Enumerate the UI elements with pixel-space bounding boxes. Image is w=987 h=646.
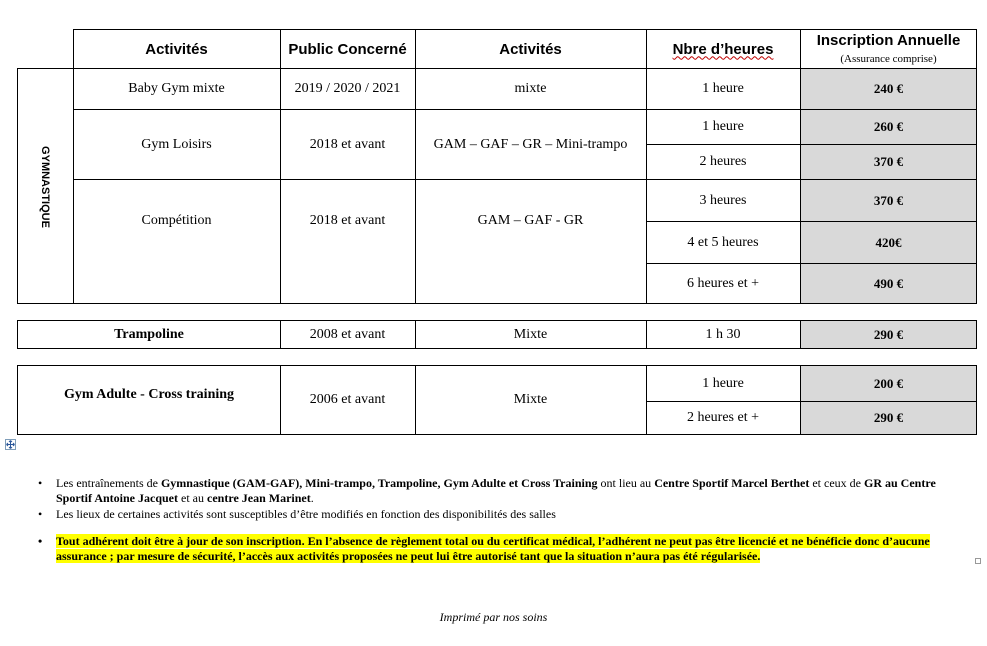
adult-price-2: 290 € xyxy=(801,402,976,434)
row-loisirs-type: GAM – GAF – GR – Mini-trampo xyxy=(433,136,628,152)
header-public: Public Concerné xyxy=(288,40,407,58)
row-babygym-activity: Baby Gym mixte xyxy=(128,81,225,96)
trampoline-hours: 1 h 30 xyxy=(705,326,741,342)
notes-list xyxy=(38,476,948,564)
trampoline-type: Mixte xyxy=(513,326,548,342)
row-competition-public: 2018 et avant xyxy=(309,213,386,228)
row-competition-hours-2: 4 et 5 heures xyxy=(687,234,759,250)
row-loisirs-activity: Gym Loisirs xyxy=(141,136,212,152)
row-competition-hours-1: 3 heures xyxy=(699,192,747,208)
row-competition-hours-3: 6 heures et + xyxy=(686,276,760,291)
adult-public: 2006 et avant xyxy=(309,392,386,407)
trampoline-public: 2008 et avant xyxy=(309,326,386,342)
row-competition-price-1: 370 € xyxy=(801,180,976,221)
header-activities: Activités xyxy=(145,40,208,58)
footer-text: Imprimé par nos soins xyxy=(439,610,548,624)
note-3: • Tout adhérent doit être à jour de son inscription. En l’absence de règlement total ou du certificat médical, l’adhérent ne peut pas être licencié et ne bénéficie donc d’aucune assurance ; par mesure de sécurité, l’accès aux activités proposées ne peut lui être autorisé tant que la situation n’aura pas été régularisée. xyxy=(38,534,930,563)
adult-activity: Gym Adulte - Cross training xyxy=(63,387,235,402)
row-loisirs-price-1: 260 € xyxy=(801,110,976,144)
row-loisirs-hours-1: 1 heure xyxy=(702,119,744,134)
row-loisirs-hours-2: 2 heures xyxy=(699,154,747,169)
adult-type: Mixte xyxy=(513,392,548,407)
row-babygym-public: 2019 / 2020 / 2021 xyxy=(294,81,401,96)
note-1: • Les entraînements de Gymnastique (GAM-GAF), Mini-trampo, Trampoline, Gym Adulte et Cross Training ont lieu au Centre Sportif Marcel Berthet et ceux de GR au Centre Sportif Antoine Jacquet et au centre Jean Marinet. xyxy=(38,476,936,505)
row-babygym-hours: 1 heure xyxy=(702,81,744,96)
header-activity-type: Activités xyxy=(499,40,562,58)
row-babygym-price: 240 € xyxy=(801,69,976,109)
adult-price-1: 200 € xyxy=(801,366,976,401)
trampoline-price: 290 € xyxy=(801,321,976,348)
row-competition-price-2: 420€ xyxy=(801,222,976,263)
adult-hours-2: 2 heures et + xyxy=(686,410,760,425)
row-competition-activity: Compétition xyxy=(141,213,212,228)
header-hours: Nbre d’heures xyxy=(672,40,774,58)
adult-hours-1: 1 heure xyxy=(702,375,744,391)
row-loisirs-public: 2018 et avant xyxy=(309,136,386,152)
row-competition-type: GAM – GAF - GR xyxy=(477,213,584,228)
paragraph-mark xyxy=(975,558,981,564)
note-2: • Les lieux de certaines activités sont susceptibles d’être modifiés en fonction des disponibilités des salles xyxy=(38,507,556,521)
trampoline-activity: Trampoline xyxy=(114,326,184,342)
row-loisirs-price-2: 370 € xyxy=(801,145,976,179)
row-competition-price-3: 490 € xyxy=(801,264,976,303)
row-babygym-type: mixte xyxy=(514,81,547,96)
header-annual-fee: Inscription Annuelle (Assurance comprise) xyxy=(816,32,961,65)
move-handle-icon[interactable] xyxy=(5,439,16,450)
